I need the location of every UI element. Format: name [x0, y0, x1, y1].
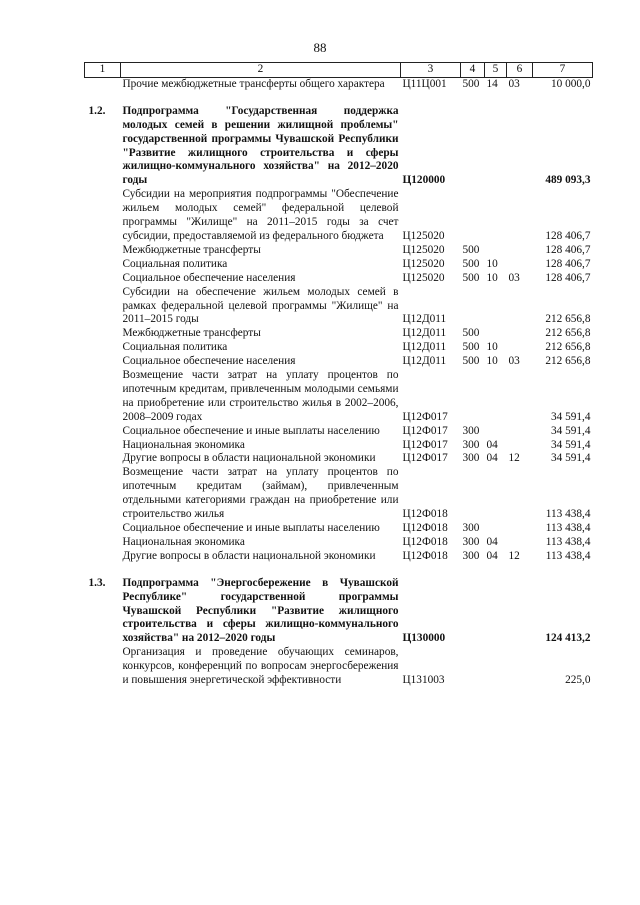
row-col4: 500 [462, 341, 480, 354]
row-col6: 03 [508, 355, 520, 368]
table-row [85, 286, 593, 328]
row-description: Субсидии на обеспечение жильем молодых семей в рамках федеральной целевой программы "Жилище" на 2011–2015 годы [122, 285, 399, 326]
row-number [85, 439, 121, 453]
row-col6 [507, 341, 533, 355]
row-amount: 34 591,4 [550, 424, 591, 437]
subprogram-row [85, 577, 593, 647]
row-col5: 04 [486, 549, 498, 562]
row-col4 [461, 369, 485, 425]
row-col5 [485, 369, 507, 425]
row-description: Социальное обеспечение и иные выплаты населению [122, 522, 380, 534]
row-col5: 10 [486, 271, 498, 284]
row-col6 [507, 466, 533, 522]
table-header-row [85, 63, 593, 78]
row-description: Национальная экономика [122, 535, 245, 548]
row-amount: 212 656,8 [545, 341, 591, 354]
row-col5: 04 [486, 438, 498, 451]
row-amount: 128 406,7 [545, 271, 591, 284]
table-row [85, 327, 593, 341]
row-number [85, 646, 121, 688]
row-amount: 489 093,3 [545, 174, 591, 187]
row-description: Другие вопросы в области национальной экономики [122, 452, 376, 465]
row-code: Ц12Д011 [402, 313, 447, 326]
row-description: Другие вопросы в области национальной экономики [122, 549, 376, 562]
row-col5 [485, 286, 507, 328]
row-amount: 225,0 [565, 674, 591, 687]
row-code: Ц12Ф017 [402, 410, 448, 423]
table-row [85, 466, 593, 522]
row-col4: 300 [462, 535, 480, 548]
row-col4 [461, 466, 485, 522]
row-col4: 300 [462, 452, 480, 465]
row-number [85, 425, 121, 439]
row-number: 1.3. [88, 576, 106, 589]
table-row [85, 550, 593, 564]
row-col5: 10 [486, 341, 498, 354]
row-col6 [507, 536, 533, 550]
spacer-row [85, 92, 593, 105]
row-code: Ц125020 [402, 229, 445, 242]
row-col4: 500 [462, 257, 480, 270]
row-col5 [485, 188, 507, 244]
table-row [85, 341, 593, 355]
table-row [85, 258, 593, 272]
row-col6: 12 [508, 452, 520, 465]
row-description: Социальное обеспечение и иные выплаты населению [122, 424, 380, 437]
row-amount: 34 591,4 [550, 452, 591, 465]
table-row [85, 452, 593, 466]
row-number [85, 272, 121, 286]
row-description: Возмещение части затрат на уплату процентов по ипотечным кредитам, привлеченным молодыми семьями на приобретение или строительство жилья в 2002–2006, 2008–2009 годах [122, 369, 399, 423]
row-description: Межбюджетные трансферты [122, 243, 261, 256]
row-amount: 113 438,4 [545, 508, 591, 521]
column-header: 1 [85, 63, 121, 78]
row-number [85, 355, 121, 369]
table-row [85, 244, 593, 258]
table-row [85, 369, 593, 425]
row-col4: 500 [462, 327, 480, 340]
row-code: Ц12Ф018 [402, 549, 448, 562]
table-row [85, 425, 593, 439]
column-header: 7 [533, 63, 593, 78]
row-amount: 34 591,4 [550, 410, 591, 423]
table-row [85, 536, 593, 550]
row-col4: 300 [462, 549, 480, 562]
row-col5 [485, 522, 507, 536]
row-code: Ц120000 [402, 174, 446, 187]
row-number [85, 258, 121, 272]
row-col4: 500 [462, 355, 480, 368]
row-code: Ц12Д011 [402, 327, 447, 340]
row-code: Ц12Ф017 [402, 424, 448, 437]
table-row [85, 646, 593, 688]
table-row [85, 188, 593, 244]
row-code: Ц12Д011 [402, 341, 447, 354]
row-col4: 500 [462, 77, 480, 90]
row-col6 [507, 369, 533, 425]
row-number [85, 466, 121, 522]
column-header: 3 [401, 63, 461, 78]
row-number [85, 286, 121, 328]
row-amount: 212 656,8 [545, 327, 591, 340]
row-col4: 500 [462, 243, 480, 256]
row-code: Ц12Ф018 [402, 522, 448, 534]
row-col5 [485, 327, 507, 341]
row-col5: 04 [486, 535, 498, 548]
row-col5 [485, 577, 507, 647]
column-header: 4 [461, 63, 485, 78]
row-amount: 212 656,8 [545, 313, 591, 326]
row-col4 [461, 577, 485, 647]
row-col5 [485, 646, 507, 688]
row-code: Ц125020 [402, 271, 445, 284]
spacer-row [85, 564, 593, 577]
row-description: Субсидии на мероприятия подпрограммы "Обеспечение жильем молодых семей" федеральной целевой программы "Жилище" на 2011–2015 годы за счет субсидии, предоставляемой из федерального бюджета [122, 188, 399, 242]
row-description: Подпрограмма "Энергосбережение в Чувашской Республике" государственной программы Чувашской Республики "Развитие жилищного строительства и сферы жилищно-коммунального хозяйства" на 2012–2020 годы [122, 576, 399, 645]
row-col4 [461, 105, 485, 188]
row-code: Ц130000 [402, 632, 446, 645]
row-description: Организация и проведение обучающих семинаров, конкурсов, конференций по вопросам энергосбережения и повышения энергетической эффективности [122, 646, 399, 687]
row-code: Ц125020 [402, 243, 445, 256]
row-code: Ц125020 [402, 257, 445, 270]
row-col5 [485, 244, 507, 258]
row-col5: 10 [486, 257, 498, 270]
row-col5: 14 [486, 77, 498, 90]
table-row [85, 272, 593, 286]
row-col4: 300 [462, 522, 480, 534]
row-number [85, 452, 121, 466]
row-amount: 113 438,4 [545, 535, 591, 548]
row-col6: 03 [508, 77, 520, 90]
row-amount: 113 438,4 [545, 549, 591, 562]
row-number: 1.2. [88, 104, 106, 117]
column-header: 5 [485, 63, 507, 78]
row-description: Социальная политика [122, 257, 228, 270]
row-amount: 128 406,7 [545, 243, 591, 256]
row-amount: 128 406,7 [545, 257, 591, 270]
row-number [85, 550, 121, 564]
row-code: Ц12Ф018 [402, 535, 448, 548]
row-code: Ц12Ф018 [402, 508, 448, 521]
row-col4: 300 [462, 424, 480, 437]
row-amount: 34 591,4 [550, 438, 591, 451]
subprogram-row [85, 105, 593, 188]
row-number [85, 341, 121, 355]
table-row [85, 522, 593, 536]
row-col4 [461, 286, 485, 328]
row-code: Ц11Ц001 [402, 77, 447, 90]
row-description: Социальное обеспечение населения [122, 355, 296, 368]
row-code: Ц12Ф017 [402, 438, 448, 451]
row-col6 [507, 105, 533, 188]
row-col6 [507, 244, 533, 258]
row-description: Подпрограмма "Государственная поддержка молодых семей в решении жилищной проблемы" государственной программы Чувашской Республики "Развитие жилищного строительства и сферы жилищно-коммунального хозяйства" на 2012–2020 годы [122, 104, 399, 187]
page-number: 88 [313, 40, 327, 55]
row-code: Ц12Д011 [402, 355, 447, 368]
row-description: Прочие межбюджетные трансферты общего характера [122, 77, 385, 90]
row-number [85, 522, 121, 536]
row-amount: 212 656,8 [545, 355, 591, 368]
column-header: 2 [121, 63, 401, 78]
budget-table [84, 62, 593, 688]
row-col6: 12 [508, 549, 520, 562]
row-code: Ц12Ф017 [402, 452, 448, 465]
row-col5: 10 [486, 355, 498, 368]
row-col6 [507, 646, 533, 688]
row-col4: 300 [462, 438, 480, 451]
table-row [85, 77, 593, 91]
row-number [85, 77, 121, 91]
row-col6 [507, 522, 533, 536]
row-col4 [461, 188, 485, 244]
row-col6 [507, 577, 533, 647]
row-col6: 03 [508, 271, 520, 284]
spacer-cell [85, 564, 593, 577]
spacer-cell [85, 92, 593, 105]
row-amount: 124 413,2 [545, 632, 591, 645]
row-number [85, 327, 121, 341]
row-description: Возмещение части затрат на уплату процентов по ипотечным кредитам (займам), привлеченным отдельными категориями граждан на приобретение или строительство жилья [122, 466, 399, 521]
row-amount: 10 000,0 [550, 77, 591, 90]
row-col6 [507, 439, 533, 453]
row-col6 [507, 258, 533, 272]
table-row [85, 355, 593, 369]
row-col5 [485, 425, 507, 439]
table-row [85, 439, 593, 453]
row-col4: 500 [462, 271, 480, 284]
row-col6 [507, 188, 533, 244]
row-description: Национальная экономика [122, 438, 245, 451]
row-description: Социальное обеспечение населения [122, 271, 296, 284]
row-number [85, 244, 121, 258]
row-number [85, 536, 121, 550]
row-col6 [507, 286, 533, 328]
row-col4 [461, 646, 485, 688]
row-col5 [485, 466, 507, 522]
row-description: Социальная политика [122, 341, 228, 354]
row-number [85, 188, 121, 244]
row-amount: 128 406,7 [545, 229, 591, 242]
column-header: 6 [507, 63, 533, 78]
row-col5 [485, 105, 507, 188]
row-col6 [507, 327, 533, 341]
row-col6 [507, 425, 533, 439]
row-amount: 113 438,4 [545, 522, 591, 534]
row-code: Ц131003 [402, 674, 445, 687]
row-description: Межбюджетные трансферты [122, 327, 261, 340]
row-number [85, 369, 121, 425]
row-col5: 04 [486, 452, 498, 465]
